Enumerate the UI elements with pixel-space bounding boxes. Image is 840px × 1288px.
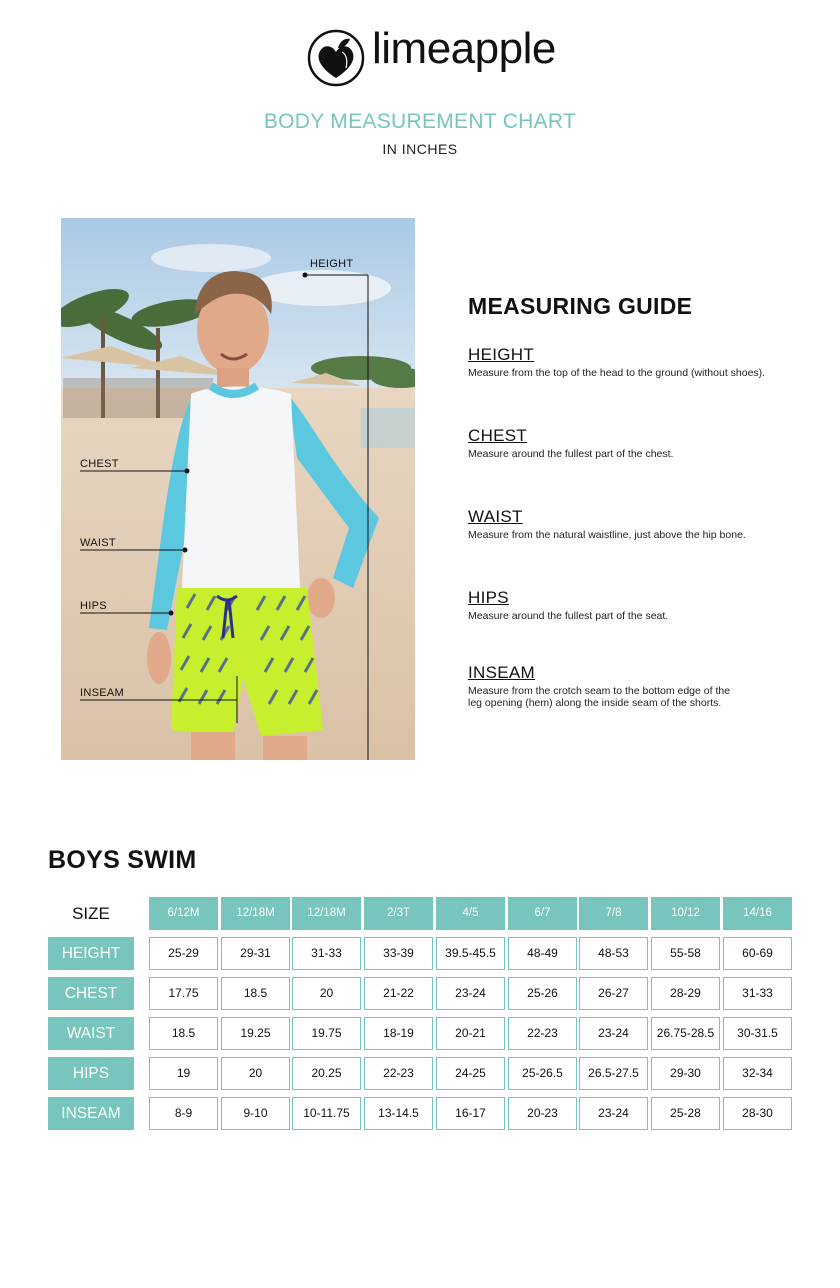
table-cell: 29-31 [221,937,290,970]
table-cell: 8-9 [149,1097,218,1130]
guide-item-hips [468,588,798,622]
table-cell: 18.5 [149,1017,218,1050]
table-cell: 20-21 [436,1017,505,1050]
guide-description: Measure around the fullest part of the chest. [468,448,674,460]
table-cell: 32-34 [723,1057,792,1090]
guide-description [468,685,798,709]
table-cell: 55-58 [651,937,720,970]
model-photo [61,218,415,760]
table-cell: 25-28 [651,1097,720,1130]
size-header-cell: 12/18M [221,897,290,930]
guide-title: CHEST [468,426,528,445]
guide-title: WAIST [468,507,523,526]
table-cell: 16-17 [436,1097,505,1130]
guide-description: Measure around the fullest part of the seat. [468,610,669,622]
table-cell: 48-53 [579,937,648,970]
table-cell: 23-24 [579,1097,648,1130]
table-cell: 24-25 [436,1057,505,1090]
table-cell: 20 [292,977,361,1010]
table-cell: 29-30 [651,1057,720,1090]
table-cell: 25-26.5 [508,1057,577,1090]
size-header-cell: 12/18M [292,897,361,930]
size-table-heading: BOYS SWIM [48,846,197,874]
table-cell: 26.75-28.5 [651,1017,720,1050]
table-cell: 60-69 [723,937,792,970]
table-cell: 10-11.75 [292,1097,361,1130]
guide-title: HEIGHT [468,345,535,364]
table-cell: 26-27 [579,977,648,1010]
size-header-cell: 6/7 [508,897,577,930]
guide-description-line: leg opening (hem) along the inside seam of the shorts. [468,697,722,709]
table-cell: 20 [221,1057,290,1090]
row-label-waist: WAIST [48,1017,134,1050]
measuring-guide-heading: MEASURING GUIDE [468,293,693,319]
photo-label-waist: WAIST [80,537,116,549]
guide-description-line: Measure from the crotch seam to the bottom edge of the [468,685,731,697]
size-header-cell: 4/5 [436,897,505,930]
table-cell: 20-23 [508,1097,577,1130]
table-cell: 19.75 [292,1017,361,1050]
heart-apple-logo-icon [306,28,366,88]
table-cell: 31-33 [292,937,361,970]
size-header-cell: 10/12 [651,897,720,930]
guide-item-chest [468,426,798,460]
table-cell: 19 [149,1057,218,1090]
guide-description: Measure from the natural waistline, just above the hip bone. [468,529,746,541]
guide-item-waist [468,507,798,541]
table-cell: 18-19 [364,1017,433,1050]
size-header-cell: 7/8 [579,897,648,930]
table-cell: 17.75 [149,977,218,1010]
table-cell: 33-39 [364,937,433,970]
photo-label-inseam: INSEAM [80,687,124,699]
table-cell: 25-26 [508,977,577,1010]
size-column-label: SIZE [72,904,110,923]
table-cell: 39.5-45.5 [436,937,505,970]
photo-label-height: HEIGHT [310,258,354,270]
brand-name: limeapple [372,24,556,73]
table-cell: 28-30 [723,1097,792,1130]
table-cell: 19.25 [221,1017,290,1050]
row-label-height: HEIGHT [48,937,134,970]
table-cell: 18.5 [221,977,290,1010]
photo-label-chest: CHEST [80,458,119,470]
brand-logo [306,24,566,90]
guide-item-height [468,345,798,379]
table-cell: 9-10 [221,1097,290,1130]
guide-description: Measure from the top of the head to the ground (without shoes). [468,367,766,379]
table-cell: 23-24 [579,1017,648,1050]
boy-on-beach-illustration [61,218,415,760]
photo-label-hips: HIPS [80,600,107,612]
chart-subtitle: IN INCHES [382,141,458,157]
table-cell: 25-29 [149,937,218,970]
guide-title: INSEAM [468,663,535,682]
table-cell: 22-23 [364,1057,433,1090]
table-cell: 26.5-27.5 [579,1057,648,1090]
table-cell: 20.25 [292,1057,361,1090]
size-header-cell: 6/12M [149,897,218,930]
table-cell: 22-23 [508,1017,577,1050]
table-cell: 31-33 [723,977,792,1010]
chart-title: BODY MEASUREMENT CHART [263,110,577,133]
row-label-hips: HIPS [48,1057,134,1090]
size-header-cell: 14/16 [723,897,792,930]
table-cell: 30-31.5 [723,1017,792,1050]
table-cell: 13-14.5 [364,1097,433,1130]
table-cell: 23-24 [436,977,505,1010]
row-label-inseam: INSEAM [48,1097,134,1130]
size-header-cell: 2/3T [364,897,433,930]
table-cell: 28-29 [651,977,720,1010]
table-cell: 21-22 [364,977,433,1010]
guide-title: HIPS [468,588,509,607]
row-label-chest: CHEST [48,977,134,1010]
guide-item-inseam [468,663,798,709]
table-cell: 48-49 [508,937,577,970]
